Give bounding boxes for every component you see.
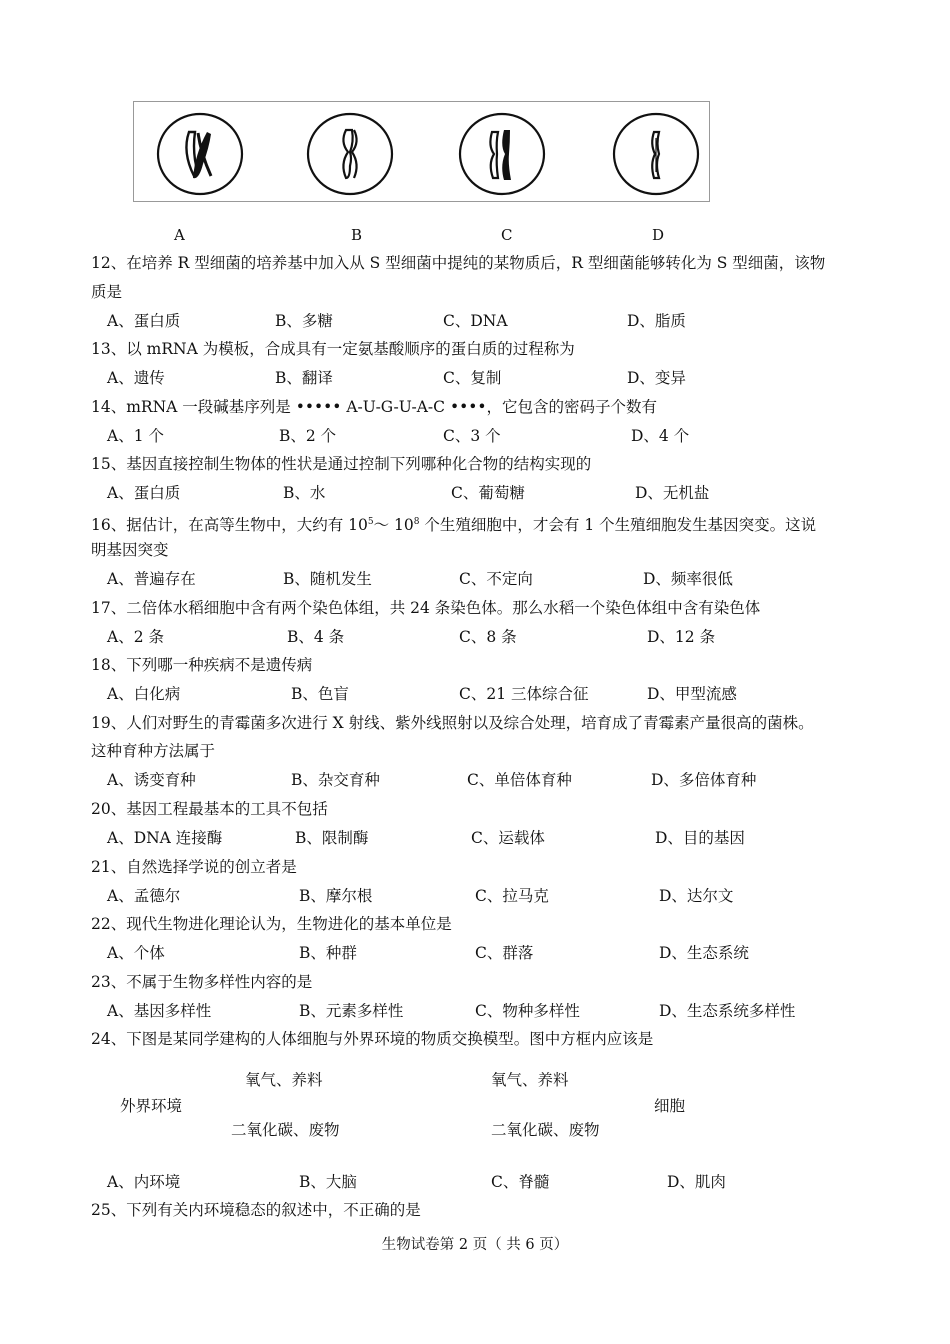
diagram-cell: 细胞: [654, 1097, 686, 1115]
question-12-option-b: B、多糖: [275, 312, 333, 330]
question-23-option-d: D、生态系统多样性: [659, 1002, 796, 1020]
question-25-stem: 25、下列有关内环境稳态的叙述中，不正确的是: [91, 1201, 421, 1219]
question-15-option-a: A、蛋白质: [107, 484, 181, 502]
question-12-option-c: C、DNA: [443, 312, 508, 330]
question-12-option-d: D、脂质: [627, 312, 686, 330]
question-13-option-c: C、复制: [443, 369, 502, 387]
question-12-stem: 12、在培养 R 型细菌的培养基中加入从 S 型细菌中提纯的某物质后，R 型细菌能够转化为 S 型细菌，该物: [91, 254, 826, 272]
question-19-option-b: B、杂交育种: [291, 771, 380, 789]
question-24-option-c: C、脊髓: [491, 1173, 550, 1191]
figure-label-a: A: [174, 226, 185, 244]
question-13-option-b: B、翻译: [275, 369, 333, 387]
question-20-option-c: C、运载体: [471, 829, 545, 847]
diagram-co2-waste-left: 二氧化碳、废物: [231, 1121, 340, 1139]
question-20-option-d: D、目的基因: [655, 829, 745, 847]
question-24-stem: 24、下图是某同学建构的人体细胞与外界环境的物质交换模型。图中方框内应该是: [91, 1030, 654, 1048]
question-22-stem: 22、现代生物进化理论认为，生物进化的基本单位是: [91, 915, 452, 933]
question-19-option-a: A、诱变育种: [107, 771, 196, 789]
question-15-stem: 15、基因直接控制生物体的性状是通过控制下列哪种化合物的结构实现的: [91, 455, 592, 473]
question-15-option-b: B、水: [283, 484, 326, 502]
question-17-option-a: A、2 条: [107, 628, 164, 646]
question-17-option-c: C、8 条: [459, 628, 517, 646]
question-16-option-c: C、不定向: [459, 570, 533, 588]
question-23-option-a: A、基因多样性: [107, 1002, 212, 1020]
question-17-option-d: D、12 条: [647, 628, 716, 646]
question-14-stem: 14、mRNA 一段碱基序列是 ••••• A-U-G-U-A-C ••••，它包含的密码子个数有: [91, 398, 658, 416]
question-18-stem: 18、下列哪一种疾病不是遗传病: [91, 656, 313, 674]
question-23-option-c: C、物种多样性: [475, 1002, 580, 1020]
question-22-option-b: B、种群: [299, 944, 357, 962]
question-16-option-d: D、频率很低: [643, 570, 733, 588]
question-17-option-b: B、4 条: [287, 628, 345, 646]
question-21-option-b: B、摩尔根: [299, 887, 373, 905]
question-17-stem: 17、二倍体水稻细胞中含有两个染色体组，共 24 条染色体。那么水稻一个染色体组中含有染色体: [91, 599, 761, 617]
question-14-option-d: D、4 个: [631, 427, 690, 445]
question-20-stem: 20、基因工程最基本的工具不包括: [91, 800, 328, 818]
question-21-option-a: A、孟德尔: [107, 887, 181, 905]
question-16-option-a: A、普遍存在: [107, 570, 196, 588]
question-21-option-d: D、达尔文: [659, 887, 734, 905]
question-14-option-a: A、1 个: [107, 427, 164, 445]
cell-b-image: [302, 102, 412, 203]
question-19-option-c: C、单倍体育种: [467, 771, 572, 789]
diagram-co2-waste-right: 二氧化碳、废物: [491, 1121, 600, 1139]
question-13-option-d: D、变异: [627, 369, 686, 387]
cell-a-image: [149, 102, 259, 203]
question-23-stem: 23、不属于生物多样性内容的是: [91, 973, 313, 991]
diagram-oxygen-nutrients-right: 氧气、养料: [491, 1071, 569, 1089]
figure-label-d: D: [652, 226, 665, 244]
question-20-option-b: B、限制酶: [295, 829, 369, 847]
figure-label-b: B: [351, 226, 363, 244]
question-13-option-a: A、遗传: [107, 369, 165, 387]
question-20-option-a: A、DNA 连接酶: [107, 829, 223, 847]
question-19-stem: 19、人们对野生的青霉菌多次进行 X 射线、紫外线照射以及综合处理，培育成了青霉素产量很高的菌株。: [91, 714, 814, 732]
page-footer: 生物试卷第 2 页（ 共 6 页）: [381, 1237, 569, 1253]
question-14-option-b: B、2 个: [279, 427, 337, 445]
cell-d-image: [604, 102, 714, 203]
question-24-option-a: A、内环境: [107, 1173, 181, 1191]
question-23-option-b: B、元素多样性: [299, 1002, 404, 1020]
question-19-stem-cont: 这种育种方法属于: [91, 742, 216, 760]
question-22-option-a: A、个体: [107, 944, 165, 962]
question-13-stem: 13、以 mRNA 为模板，合成具有一定氨基酸顺序的蛋白质的过程称为: [91, 340, 575, 358]
question-18-option-d: D、甲型流感: [647, 685, 737, 703]
question-18-option-a: A、白化病: [107, 685, 181, 703]
question-19-option-d: D、多倍体育种: [651, 771, 757, 789]
figure-label-c: C: [501, 226, 513, 244]
diagram-oxygen-nutrients-left: 氧气、养料: [245, 1071, 323, 1089]
question-12-stem-cont: 质是: [91, 283, 123, 301]
diagram-external-environment: 外界环境: [120, 1097, 183, 1115]
question-21-option-c: C、拉马克: [475, 887, 549, 905]
question-21-stem: 21、自然选择学说的创立者是: [91, 858, 297, 876]
question-15-option-c: C、葡萄糖: [451, 484, 525, 502]
question-16-option-b: B、随机发生: [283, 570, 372, 588]
question-22-option-d: D、生态系统: [659, 944, 749, 962]
question-12-option-a: A、蛋白质: [107, 312, 181, 330]
question-18-option-b: B、色盲: [291, 685, 349, 703]
question-14-option-c: C、3 个: [443, 427, 501, 445]
question-22-option-c: C、群落: [475, 944, 534, 962]
cell-c-image: [452, 102, 562, 203]
question-24-option-b: B、大脑: [299, 1173, 357, 1191]
chromosome-figure: [133, 101, 710, 202]
question-16-stem: 16、据估计，在高等生物中，大约有 $10^5\sim$ $10^8$ 个生殖细胞中，才会有 1 个生殖细胞发生基因突变。这说: [91, 516, 817, 534]
question-18-option-c: C、21 三体综合征: [459, 685, 589, 703]
question-16-stem-cont: 明基因突变: [91, 541, 169, 559]
question-15-option-d: D、无机盐: [635, 484, 710, 502]
question-24-option-d: D、肌肉: [667, 1173, 726, 1191]
